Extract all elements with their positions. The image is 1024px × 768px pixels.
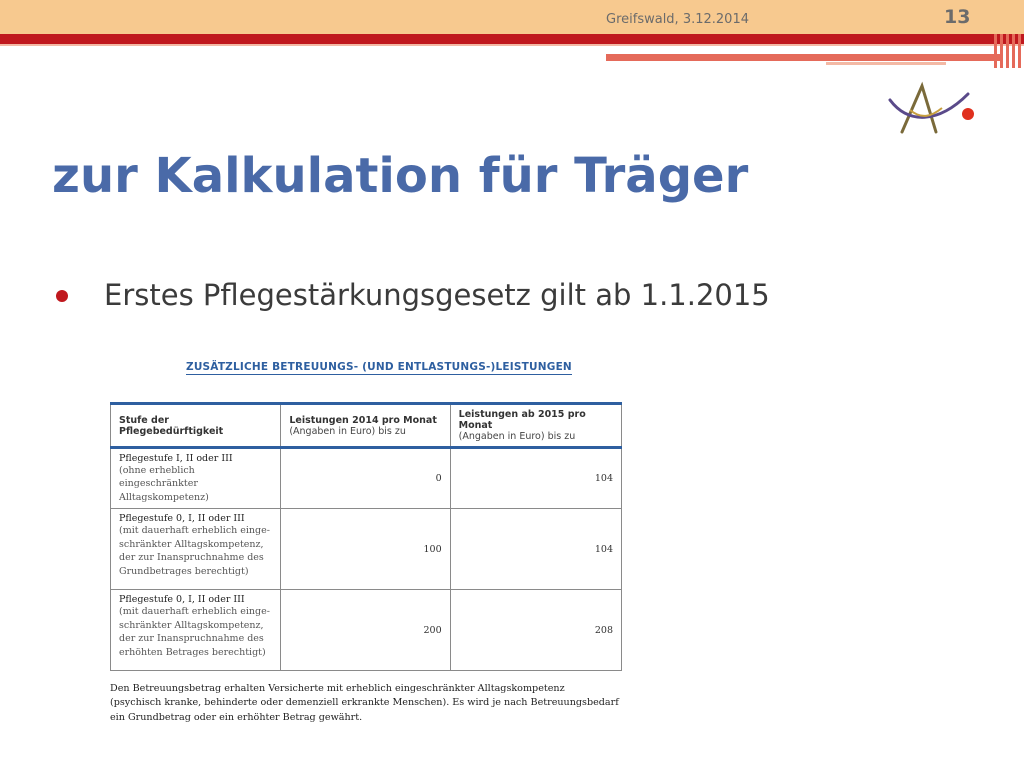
header-date: Greifswald, 3.12.2014 bbox=[606, 12, 749, 27]
column-header bbox=[111, 404, 281, 448]
value-2014-cell: 0 bbox=[281, 448, 450, 509]
stufe-label: Pflegestufe I, II oder III bbox=[119, 453, 233, 464]
table-footnote: Den Betreuungsbetrag erhalten Versicherte mit erheblich eingeschränkter Alltagskompetenz (psychisch kranke, behinderte oder demenziell erkrankte Menschen). Es wird je nach Betreuungsbedarf ein Grundbetrag oder ein erhöhter Betrag gewährt. bbox=[110, 683, 619, 723]
stufe-note: (ohne erheblich eingeschränkter Alltagskompetenz) bbox=[119, 465, 209, 503]
value-2014-cell: 200 bbox=[281, 590, 450, 671]
header-accent-bars bbox=[606, 46, 1010, 68]
column-header-label: Leistungen ab 2015 pro Monat bbox=[458, 409, 586, 431]
benefits-table bbox=[110, 402, 622, 671]
table-row bbox=[111, 590, 622, 671]
value-2015-cell: 104 bbox=[450, 448, 621, 509]
column-header-sub: (Angaben in Euro) bis zu bbox=[458, 431, 576, 442]
stufe-label: Pflegestufe 0, I, II oder III bbox=[119, 594, 245, 606]
page-number: 13 bbox=[944, 6, 971, 28]
accent-bar-thin bbox=[826, 62, 946, 65]
column-header bbox=[281, 404, 450, 448]
value-2015-cell: 208 bbox=[450, 590, 621, 671]
header-band bbox=[0, 0, 1024, 34]
value-2014-cell: 100 bbox=[281, 509, 450, 590]
slide-title: zur Kalkulation für Träger bbox=[52, 148, 749, 204]
column-header bbox=[450, 404, 621, 448]
stufe-cell bbox=[111, 448, 281, 509]
column-header-sub: (Angaben in Euro) bis zu bbox=[289, 425, 406, 437]
table-row bbox=[111, 509, 622, 590]
bullet-dot-icon bbox=[56, 290, 68, 302]
stufe-note: (mit dauerhaft erheblich einge- schränkter Alltagskompetenz, der zur Inanspruchnahme des erhöhten Betrages berechtigt) bbox=[119, 606, 270, 658]
header-stripe bbox=[0, 34, 1024, 44]
stufe-cell bbox=[111, 509, 281, 590]
accent-bar bbox=[606, 54, 1000, 61]
logo-a-icon bbox=[888, 80, 980, 138]
stufe-cell bbox=[111, 590, 281, 671]
stufe-label: Pflegestufe 0, I, II oder III bbox=[119, 513, 245, 525]
header-vertical-lines bbox=[992, 34, 1024, 68]
table-row bbox=[111, 448, 622, 509]
table-header-row bbox=[111, 404, 622, 448]
column-header-label: Leistungen 2014 pro Monat bbox=[289, 414, 437, 426]
value-2015-cell: 104 bbox=[450, 509, 621, 590]
table-title: ZUSÄTZLICHE BETREUUNGS- (UND ENTLASTUNGS-)LEISTUNGEN bbox=[186, 361, 572, 373]
bullet-text: Erstes Pflegestärkungsgesetz gilt ab 1.1.2015 bbox=[104, 278, 770, 312]
column-header-label: Stufe der Pflegebedürftigkeit bbox=[119, 414, 224, 437]
stufe-note: (mit dauerhaft erheblich einge- schränkter Alltagskompetenz, der zur Inanspruchnahme des Grundbetrages berechtigt) bbox=[119, 525, 270, 577]
